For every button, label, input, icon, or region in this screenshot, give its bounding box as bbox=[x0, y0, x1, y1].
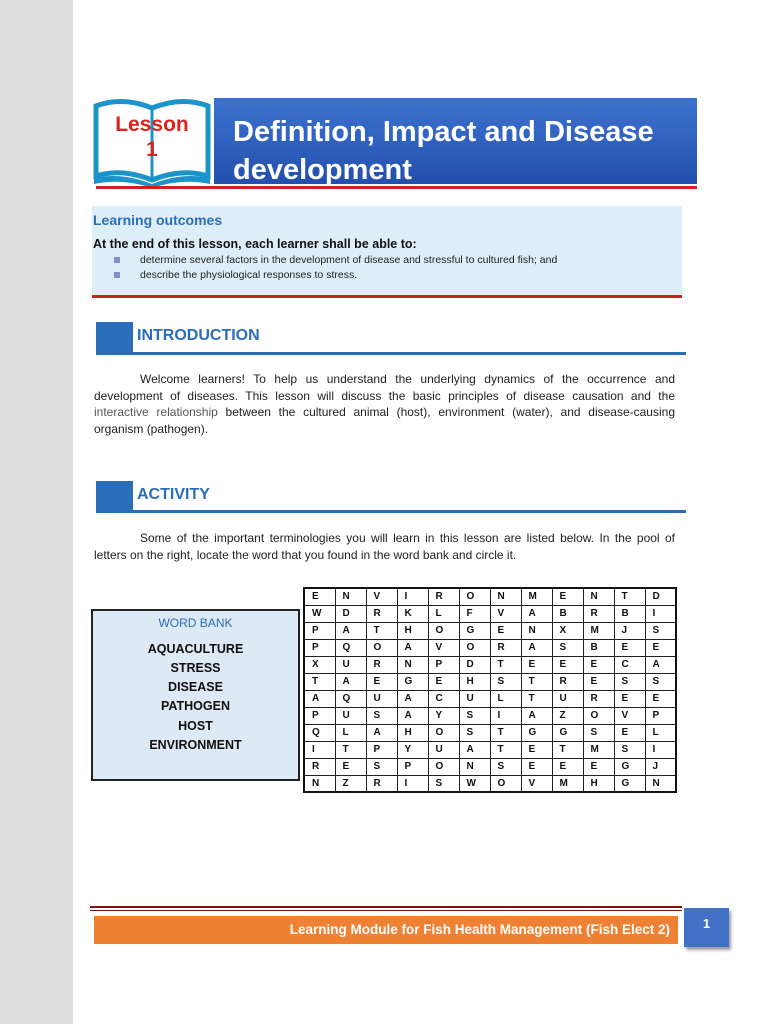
grid-letter[interactable]: Q bbox=[304, 724, 335, 741]
grid-letter[interactable]: G bbox=[521, 724, 552, 741]
grid-letter[interactable]: S bbox=[490, 758, 521, 775]
grid-letter[interactable]: O bbox=[459, 639, 490, 656]
grid-row bbox=[304, 707, 676, 724]
grid-letter[interactable]: B bbox=[552, 605, 583, 622]
grid-letter[interactable]: E bbox=[583, 673, 614, 690]
grid-letter[interactable]: S bbox=[459, 707, 490, 724]
word-bank-word: STRESS bbox=[170, 661, 221, 675]
grid-letter[interactable]: E bbox=[552, 588, 583, 605]
grid-letter[interactable]: T bbox=[304, 673, 335, 690]
grid-letter[interactable]: E bbox=[552, 758, 583, 775]
grid-letter[interactable]: A bbox=[521, 707, 552, 724]
grid-letter[interactable]: N bbox=[397, 656, 428, 673]
grid-letter[interactable]: Q bbox=[335, 690, 366, 707]
grid-letter[interactable]: V bbox=[366, 588, 397, 605]
grid-letter[interactable]: E bbox=[552, 656, 583, 673]
grid-letter[interactable]: V bbox=[490, 605, 521, 622]
grid-row bbox=[304, 673, 676, 690]
grid-letter[interactable]: I bbox=[645, 741, 676, 758]
grid-letter[interactable]: S bbox=[428, 775, 459, 792]
grid-letter[interactable]: M bbox=[583, 622, 614, 639]
learning-outcomes-heading: Learning outcomes bbox=[93, 212, 223, 228]
introduction-rule bbox=[96, 352, 686, 355]
page-title bbox=[233, 113, 693, 189]
grid-letter[interactable]: A bbox=[335, 673, 366, 690]
grid-letter[interactable]: I bbox=[304, 741, 335, 758]
grid-letter[interactable]: A bbox=[397, 690, 428, 707]
grid-letter[interactable]: A bbox=[521, 605, 552, 622]
lesson-label bbox=[96, 112, 208, 162]
word-bank-word: AQUACULTURE bbox=[147, 642, 244, 656]
grid-letter[interactable]: H bbox=[583, 775, 614, 792]
grid-letter[interactable]: K bbox=[397, 605, 428, 622]
grid-letter[interactable]: S bbox=[614, 673, 645, 690]
page-margin-strip bbox=[0, 0, 73, 1024]
grid-letter[interactable]: E bbox=[614, 639, 645, 656]
grid-letter[interactable]: G bbox=[552, 724, 583, 741]
footer-rule-thin bbox=[90, 910, 682, 911]
grid-letter[interactable]: R bbox=[366, 605, 397, 622]
word-bank-word: DISEASE bbox=[168, 680, 223, 694]
grid-letter[interactable]: Z bbox=[335, 775, 366, 792]
grid-letter[interactable]: V bbox=[428, 639, 459, 656]
grid-letter[interactable]: X bbox=[552, 622, 583, 639]
grid-letter[interactable]: O bbox=[490, 775, 521, 792]
grid-letter[interactable]: L bbox=[428, 605, 459, 622]
grid-letter[interactable]: A bbox=[366, 724, 397, 741]
grid-row bbox=[304, 690, 676, 707]
grid-row bbox=[304, 639, 676, 656]
grid-letter[interactable]: P bbox=[366, 741, 397, 758]
grid-letter[interactable]: S bbox=[366, 707, 397, 724]
grid-letter[interactable]: A bbox=[304, 690, 335, 707]
grid-letter[interactable]: E bbox=[645, 690, 676, 707]
lesson-number: 1 bbox=[146, 138, 158, 161]
grid-letter[interactable]: F bbox=[459, 605, 490, 622]
grid-letter[interactable]: S bbox=[366, 758, 397, 775]
grid-letter[interactable]: S bbox=[645, 622, 676, 639]
word-bank-word: HOST bbox=[178, 719, 213, 733]
grid-letter[interactable]: A bbox=[335, 622, 366, 639]
grid-letter[interactable]: T bbox=[521, 673, 552, 690]
grid-letter[interactable]: S bbox=[645, 673, 676, 690]
grid-letter[interactable]: E bbox=[614, 724, 645, 741]
word-bank-box bbox=[91, 609, 300, 781]
activity-marker bbox=[96, 481, 133, 512]
grid-letter[interactable]: L bbox=[335, 724, 366, 741]
grid-letter[interactable]: D bbox=[335, 605, 366, 622]
grid-letter[interactable]: V bbox=[614, 707, 645, 724]
page-title-line2: development bbox=[233, 154, 412, 186]
grid-letter[interactable]: E bbox=[583, 758, 614, 775]
grid-letter[interactable]: I bbox=[490, 707, 521, 724]
grid-row bbox=[304, 605, 676, 622]
introduction-highlight: interactive relationship bbox=[94, 405, 218, 419]
grid-letter[interactable]: A bbox=[397, 639, 428, 656]
activity-paragraph: Some of the important terminologies you will learn in this lesson are listed below. In the pool of letters on the right, locate the word that you found in the word bank and circle it. bbox=[94, 531, 675, 562]
grid-letter[interactable]: N bbox=[583, 588, 614, 605]
word-bank-word: PATHOGEN bbox=[161, 699, 230, 713]
grid-letter[interactable]: U bbox=[366, 690, 397, 707]
grid-letter[interactable]: C bbox=[428, 690, 459, 707]
grid-letter[interactable]: N bbox=[521, 622, 552, 639]
grid-letter[interactable]: T bbox=[521, 690, 552, 707]
grid-letter[interactable]: D bbox=[459, 656, 490, 673]
grid-letter[interactable]: G bbox=[397, 673, 428, 690]
word-bank-title: WORD BANK bbox=[158, 616, 233, 630]
grid-row bbox=[304, 775, 676, 792]
introduction-marker bbox=[96, 322, 133, 353]
footer-rule bbox=[90, 906, 682, 908]
grid-letter[interactable]: R bbox=[366, 775, 397, 792]
grid-letter[interactable]: L bbox=[490, 690, 521, 707]
activity-rule bbox=[96, 510, 686, 513]
grid-letter[interactable]: R bbox=[304, 758, 335, 775]
grid-letter[interactable]: T bbox=[490, 724, 521, 741]
grid-letter[interactable]: R bbox=[552, 673, 583, 690]
grid-letter[interactable]: M bbox=[583, 741, 614, 758]
introduction-text-1: Welcome learners! To help us understand the underlying dynamics of the occurrence and development of diseases. This lesson will discuss the basic principles of disease causation and the bbox=[94, 372, 675, 403]
grid-letter[interactable]: U bbox=[552, 690, 583, 707]
introduction-text-2: between the cultured animal (host), environment (water), and disease-causing organism (pathogen). bbox=[94, 405, 675, 436]
grid-row bbox=[304, 588, 676, 605]
grid-letter[interactable]: H bbox=[397, 622, 428, 639]
grid-letter[interactable]: P bbox=[304, 622, 335, 639]
grid-letter[interactable]: U bbox=[428, 741, 459, 758]
grid-letter[interactable]: T bbox=[490, 656, 521, 673]
lesson-word: Lesson bbox=[115, 113, 189, 136]
outcome-text: describe the physiological responses to stress. bbox=[140, 269, 358, 281]
grid-letter[interactable]: M bbox=[552, 775, 583, 792]
grid-letter[interactable]: G bbox=[614, 775, 645, 792]
grid-letter[interactable]: E bbox=[521, 656, 552, 673]
grid-letter[interactable]: N bbox=[645, 775, 676, 792]
grid-letter[interactable]: G bbox=[459, 622, 490, 639]
grid-letter[interactable]: A bbox=[645, 656, 676, 673]
grid-letter[interactable]: E bbox=[428, 673, 459, 690]
grid-letter[interactable]: U bbox=[335, 656, 366, 673]
grid-letter[interactable]: G bbox=[614, 758, 645, 775]
grid-letter[interactable]: T bbox=[335, 741, 366, 758]
grid-letter[interactable]: E bbox=[583, 656, 614, 673]
grid-letter[interactable]: S bbox=[614, 741, 645, 758]
grid-letter[interactable]: P bbox=[304, 707, 335, 724]
learning-outcomes-intro: At the end of this lesson, each learner shall be able to: bbox=[93, 237, 417, 251]
grid-letter[interactable]: O bbox=[428, 758, 459, 775]
grid-letter[interactable]: Y bbox=[428, 707, 459, 724]
grid-letter[interactable]: A bbox=[521, 639, 552, 656]
grid-letter[interactable]: N bbox=[335, 588, 366, 605]
grid-letter[interactable]: A bbox=[397, 707, 428, 724]
grid-letter[interactable]: N bbox=[490, 588, 521, 605]
grid-letter[interactable]: R bbox=[490, 639, 521, 656]
page-title-line1: Definition, Impact and Disease bbox=[233, 116, 654, 148]
grid-letter[interactable]: N bbox=[304, 775, 335, 792]
square-bullet-icon bbox=[114, 257, 120, 263]
grid-letter[interactable]: S bbox=[583, 724, 614, 741]
grid-letter[interactable]: O bbox=[459, 588, 490, 605]
grid-letter[interactable]: O bbox=[428, 724, 459, 741]
grid-letter[interactable]: T bbox=[490, 741, 521, 758]
grid-letter[interactable]: I bbox=[397, 588, 428, 605]
grid-letter[interactable]: B bbox=[614, 605, 645, 622]
grid-letter[interactable]: E bbox=[521, 741, 552, 758]
grid-row bbox=[304, 656, 676, 673]
grid-letter[interactable]: M bbox=[521, 588, 552, 605]
grid-letter[interactable]: P bbox=[645, 707, 676, 724]
grid-letter[interactable]: I bbox=[645, 605, 676, 622]
grid-letter[interactable]: J bbox=[645, 758, 676, 775]
grid-letter[interactable]: B bbox=[583, 639, 614, 656]
word-bank-word: ENVIRONMENT bbox=[149, 738, 242, 752]
activity-heading: ACTIVITY bbox=[137, 486, 210, 503]
grid-row bbox=[304, 758, 676, 775]
grid-letter[interactable]: E bbox=[304, 588, 335, 605]
grid-letter[interactable]: V bbox=[521, 775, 552, 792]
grid-letter[interactable]: H bbox=[397, 724, 428, 741]
grid-letter[interactable]: L bbox=[645, 724, 676, 741]
grid-letter[interactable]: H bbox=[459, 673, 490, 690]
outcomes-divider bbox=[92, 295, 682, 298]
grid-letter[interactable]: P bbox=[397, 758, 428, 775]
introduction-paragraph bbox=[94, 371, 675, 437]
grid-letter[interactable]: Q bbox=[335, 639, 366, 656]
grid-letter[interactable]: Y bbox=[397, 741, 428, 758]
square-bullet-icon bbox=[114, 272, 120, 278]
grid-letter[interactable]: I bbox=[397, 775, 428, 792]
grid-letter[interactable]: E bbox=[521, 758, 552, 775]
grid-row bbox=[304, 622, 676, 639]
grid-row bbox=[304, 724, 676, 741]
grid-letter[interactable]: A bbox=[459, 741, 490, 758]
grid-row bbox=[304, 741, 676, 758]
grid-letter[interactable]: D bbox=[645, 588, 676, 605]
word-search-grid bbox=[303, 587, 677, 793]
grid-letter[interactable]: P bbox=[428, 656, 459, 673]
title-divider bbox=[96, 186, 697, 189]
grid-letter[interactable]: W bbox=[459, 775, 490, 792]
grid-letter[interactable]: O bbox=[366, 639, 397, 656]
grid-letter[interactable]: E bbox=[335, 758, 366, 775]
grid-letter[interactable]: E bbox=[366, 673, 397, 690]
grid-letter[interactable]: R bbox=[583, 605, 614, 622]
grid-letter[interactable]: P bbox=[304, 639, 335, 656]
grid-letter[interactable]: E bbox=[614, 690, 645, 707]
grid-letter[interactable]: U bbox=[335, 707, 366, 724]
grid-letter[interactable]: O bbox=[428, 622, 459, 639]
grid-letter[interactable]: S bbox=[552, 639, 583, 656]
grid-letter[interactable]: J bbox=[614, 622, 645, 639]
grid-letter[interactable]: N bbox=[459, 758, 490, 775]
grid-letter[interactable]: W bbox=[304, 605, 335, 622]
introduction-heading: INTRODUCTION bbox=[137, 327, 260, 344]
grid-letter[interactable]: C bbox=[614, 656, 645, 673]
outcome-text: determine several factors in the development of disease and stressful to cultured fish; and bbox=[140, 254, 558, 266]
grid-letter[interactable]: U bbox=[459, 690, 490, 707]
grid-letter[interactable]: T bbox=[366, 622, 397, 639]
grid-letter[interactable]: E bbox=[645, 639, 676, 656]
grid-letter[interactable]: S bbox=[459, 724, 490, 741]
grid-letter[interactable]: X bbox=[304, 656, 335, 673]
page-number: 1 bbox=[684, 908, 729, 947]
grid-letter[interactable]: Z bbox=[552, 707, 583, 724]
grid-letter[interactable]: E bbox=[490, 622, 521, 639]
footer-text: Learning Module for Fish Health Management (Fish Elect 2) bbox=[289, 922, 670, 937]
grid-letter[interactable]: S bbox=[490, 673, 521, 690]
grid-letter[interactable]: T bbox=[614, 588, 645, 605]
grid-letter[interactable]: R bbox=[366, 656, 397, 673]
grid-letter[interactable]: R bbox=[583, 690, 614, 707]
grid-letter[interactable]: T bbox=[552, 741, 583, 758]
grid-letter[interactable]: R bbox=[428, 588, 459, 605]
grid-letter[interactable]: O bbox=[583, 707, 614, 724]
